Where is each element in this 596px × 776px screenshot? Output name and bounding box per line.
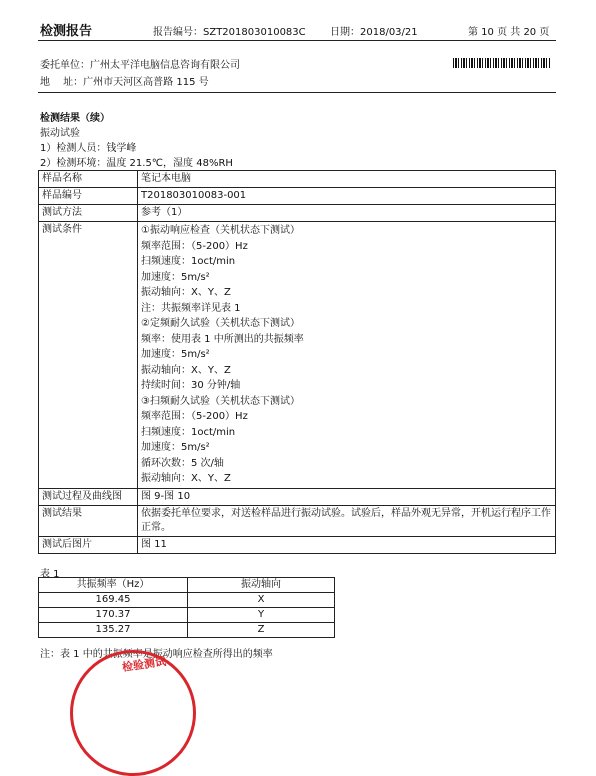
environment: 2）检测环境：温度 21.5℃，湿度 48%RH — [40, 158, 233, 169]
result-value: 依据委托单位要求，对送检样品进行振动试验。试验后，样品外观无异常，开机运行程序工作正常。 — [138, 505, 556, 536]
table1-label: 表 1 — [40, 569, 60, 580]
header-divider — [38, 40, 556, 41]
table-cell: 135.27 — [39, 623, 188, 638]
row-value: 笔记本电脑 — [138, 171, 556, 188]
condition-line: 注：共振频率详见表 1 — [141, 302, 241, 314]
result-key: 测试结果 — [39, 505, 138, 536]
process-value: 图 9-图 10 — [138, 488, 556, 505]
conditions-key: 测试条件 — [39, 222, 138, 489]
seal-text: 检验测试 — [121, 654, 167, 674]
photo-key: 测试后图片 — [39, 536, 138, 553]
condition-line: 振动轴向：X、Y、Z — [141, 364, 231, 376]
barcode-icon — [453, 58, 551, 68]
table-row — [39, 623, 335, 638]
table-row — [39, 505, 556, 536]
condition-line: 持续时间：30 分钟/轴 — [141, 380, 241, 391]
condition-line: 振动轴向：X、Y、Z — [141, 287, 231, 298]
table-cell: 169.45 — [39, 593, 188, 608]
table-row — [39, 222, 556, 489]
column-header: 振动轴向 — [188, 578, 335, 593]
table-row — [39, 608, 335, 623]
table-row — [39, 171, 556, 188]
condition-line: 扫频速度：1oct/min — [141, 426, 236, 438]
condition-line: 加速度：5m/s² — [141, 442, 210, 453]
page-indicator: 第 10 页 共 20 页 — [468, 27, 550, 38]
condition-line: 频率范围：（5-200）Hz — [141, 240, 248, 252]
table-row — [39, 205, 556, 222]
section-title: 检测结果（续） — [40, 113, 110, 124]
condition-line: 加速度：5m/s² — [141, 271, 210, 283]
table-note: 注：表 1 中的共振频率是振动响应检查所得出的频率 — [40, 649, 273, 660]
table-cell: X — [188, 593, 335, 608]
client-address: 地 址：广州市天河区高普路 115 号 — [40, 77, 209, 88]
client-name: 委托单位：广州太平洋电脑信息咨询有限公司 — [40, 60, 240, 71]
condition-line: 振动轴向：X、Y、Z — [141, 473, 231, 484]
row-key: 测试方法 — [39, 205, 138, 222]
condition-line: ②定频耐久试验（关机状态下测试） — [141, 318, 300, 329]
report-number: 报告编号：SZT201803010083C — [153, 27, 306, 38]
row-value: T201803010083-001 — [138, 188, 556, 205]
conditions-value — [138, 222, 556, 489]
condition-line: 频率：使用表 1 中所测出的共振频率 — [141, 333, 304, 345]
row-key: 样品名称 — [39, 171, 138, 188]
condition-line: 频率范围：（5-200）Hz — [141, 411, 248, 422]
column-header: 共振频率（Hz） — [39, 578, 188, 593]
report-title: 检测报告 — [40, 24, 93, 39]
condition-line: ①振动响应检查（关机状态下测试） — [141, 225, 300, 236]
tester: 1）检测人员：钱学峰 — [40, 143, 137, 154]
row-value: 参考（1） — [138, 205, 556, 222]
condition-line: 加速度：5m/s² — [141, 349, 210, 360]
table-row — [39, 488, 556, 505]
table-row — [39, 593, 335, 608]
table-header-row — [39, 578, 335, 593]
report-date: 日期：2018/03/21 — [330, 27, 418, 38]
process-key: 测试过程及曲线图 — [39, 488, 138, 505]
test-name: 振动试验 — [40, 128, 80, 139]
table-cell: 170.37 — [39, 608, 188, 623]
photo-value: 图 11 — [138, 536, 556, 553]
table-row — [39, 536, 556, 553]
table-cell: Z — [188, 623, 335, 638]
condition-line: 扫频速度：1oct/min — [141, 256, 236, 267]
condition-line: ③扫频耐久试验（关机状态下测试） — [141, 395, 300, 407]
row-key: 样品编号 — [39, 188, 138, 205]
table-cell: Y — [188, 608, 335, 623]
results-table — [38, 170, 556, 554]
resonance-table — [38, 577, 335, 638]
client-divider — [38, 92, 556, 93]
condition-line: 循环次数：5 次/轴 — [141, 457, 224, 469]
table-row — [39, 188, 556, 205]
